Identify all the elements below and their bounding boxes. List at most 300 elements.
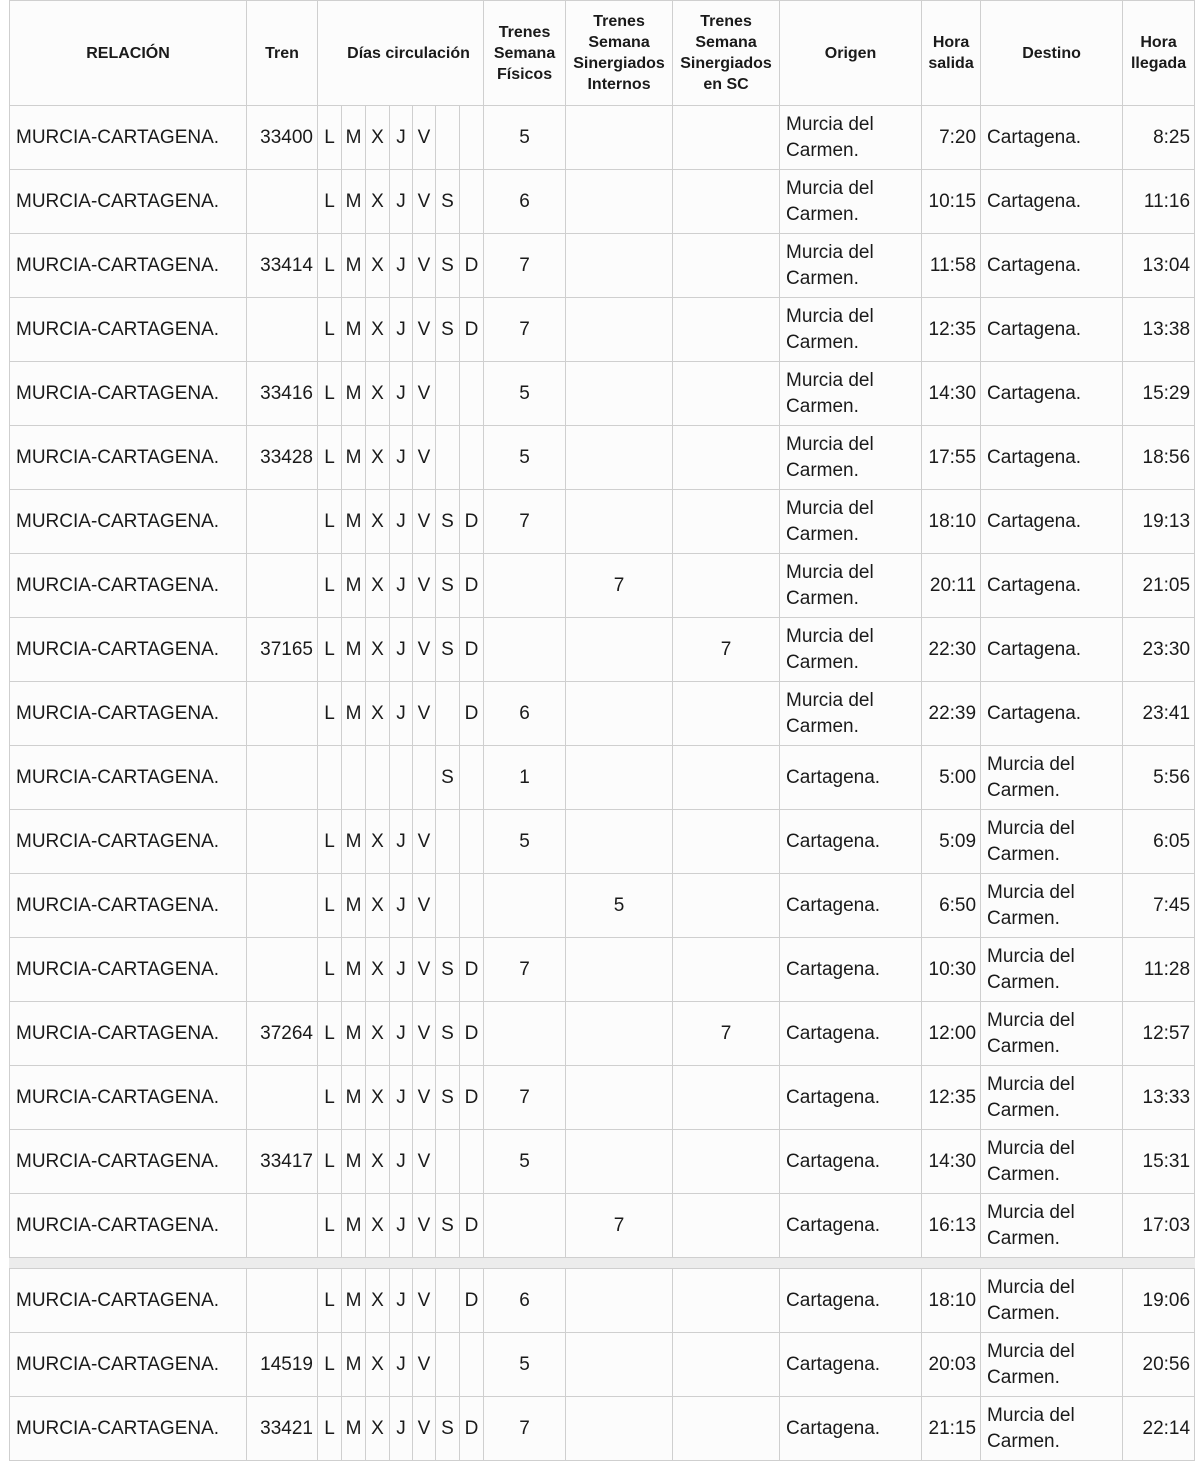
cell-day-j: J — [390, 874, 413, 938]
cell-trenes-internos — [566, 1002, 673, 1066]
cell-day-s — [436, 810, 460, 874]
cell-day-d: D — [460, 298, 484, 362]
cell-trenes-fisicos — [484, 618, 566, 682]
cell-tren — [247, 1269, 318, 1333]
cell-day-s — [436, 1333, 460, 1397]
cell-day-j: J — [390, 362, 413, 426]
cell-hora-llegada: 22:14 — [1123, 1397, 1195, 1461]
cell-relacion: MURCIA-CARTAGENA. — [10, 1130, 247, 1194]
header-hora-salida: Hora salida — [922, 1, 981, 106]
cell-hora-salida: 22:39 — [922, 682, 981, 746]
cell-day-m: M — [342, 874, 366, 938]
cell-trenes-fisicos: 6 — [484, 682, 566, 746]
table-row — [10, 1130, 1195, 1194]
cell-day-s — [436, 1130, 460, 1194]
cell-day-m: M — [342, 362, 366, 426]
header-destino: Destino — [981, 1, 1123, 106]
cell-hora-salida: 20:11 — [922, 554, 981, 618]
cell-day-d — [460, 170, 484, 234]
cell-day-l: L — [318, 1397, 342, 1461]
cell-day-x: X — [366, 426, 390, 490]
cell-day-m: M — [342, 1269, 366, 1333]
cell-day-x — [366, 746, 390, 810]
cell-day-m: M — [342, 106, 366, 170]
cell-hora-salida: 20:03 — [922, 1333, 981, 1397]
table-row — [10, 1397, 1195, 1461]
cell-trenes-sc — [673, 1194, 780, 1258]
cell-origen: Cartagena. — [780, 1066, 922, 1130]
cell-hora-salida: 5:00 — [922, 746, 981, 810]
cell-trenes-sc — [673, 362, 780, 426]
cell-hora-salida: 18:10 — [922, 490, 981, 554]
cell-day-j: J — [390, 938, 413, 1002]
schedule-table — [9, 0, 1195, 1461]
cell-hora-llegada: 20:56 — [1123, 1333, 1195, 1397]
cell-day-s — [436, 106, 460, 170]
cell-hora-llegada: 23:30 — [1123, 618, 1195, 682]
cell-hora-salida: 12:35 — [922, 298, 981, 362]
cell-day-l: L — [318, 1333, 342, 1397]
cell-day-s: S — [436, 746, 460, 810]
cell-day-l: L — [318, 298, 342, 362]
cell-trenes-internos — [566, 490, 673, 554]
cell-day-s — [436, 874, 460, 938]
header-trenes-fisicos: Trenes Semana Físicos — [484, 1, 566, 106]
cell-origen: Murcia del Carmen. — [780, 170, 922, 234]
cell-hora-salida: 12:35 — [922, 1066, 981, 1130]
cell-day-s: S — [436, 554, 460, 618]
cell-day-m: M — [342, 938, 366, 1002]
table-row — [10, 554, 1195, 618]
cell-day-l — [318, 746, 342, 810]
cell-hora-llegada: 19:13 — [1123, 490, 1195, 554]
cell-hora-llegada: 13:38 — [1123, 298, 1195, 362]
cell-hora-salida: 12:00 — [922, 1002, 981, 1066]
cell-day-s: S — [436, 234, 460, 298]
cell-day-d: D — [460, 1002, 484, 1066]
cell-day-d — [460, 810, 484, 874]
cell-trenes-internos — [566, 298, 673, 362]
cell-tren — [247, 1066, 318, 1130]
cell-day-j: J — [390, 682, 413, 746]
cell-day-j: J — [390, 234, 413, 298]
cell-relacion: MURCIA-CARTAGENA. — [10, 1333, 247, 1397]
table-row — [10, 426, 1195, 490]
cell-trenes-sc — [673, 1269, 780, 1333]
cell-trenes-sc — [673, 874, 780, 938]
cell-trenes-fisicos: 5 — [484, 1333, 566, 1397]
cell-tren — [247, 938, 318, 1002]
cell-day-s: S — [436, 1066, 460, 1130]
cell-hora-llegada: 23:41 — [1123, 682, 1195, 746]
cell-origen: Cartagena. — [780, 938, 922, 1002]
cell-day-s: S — [436, 1002, 460, 1066]
cell-relacion: MURCIA-CARTAGENA. — [10, 1002, 247, 1066]
cell-origen: Cartagena. — [780, 1002, 922, 1066]
cell-day-l: L — [318, 682, 342, 746]
cell-hora-llegada: 7:45 — [1123, 874, 1195, 938]
cell-day-x: X — [366, 1066, 390, 1130]
cell-day-x: X — [366, 682, 390, 746]
cell-day-l: L — [318, 810, 342, 874]
cell-relacion: MURCIA-CARTAGENA. — [10, 938, 247, 1002]
cell-day-x: X — [366, 298, 390, 362]
table-row — [10, 682, 1195, 746]
cell-day-m: M — [342, 1397, 366, 1461]
cell-day-d — [460, 746, 484, 810]
cell-destino: Cartagena. — [981, 490, 1123, 554]
cell-destino: Murcia del Carmen. — [981, 1194, 1123, 1258]
cell-relacion: MURCIA-CARTAGENA. — [10, 1066, 247, 1130]
cell-hora-salida: 14:30 — [922, 362, 981, 426]
cell-day-d — [460, 1130, 484, 1194]
cell-day-s: S — [436, 298, 460, 362]
cell-day-d: D — [460, 234, 484, 298]
cell-trenes-internos: 7 — [566, 1194, 673, 1258]
cell-hora-salida: 18:10 — [922, 1269, 981, 1333]
cell-origen: Cartagena. — [780, 810, 922, 874]
cell-origen: Cartagena. — [780, 874, 922, 938]
cell-relacion: MURCIA-CARTAGENA. — [10, 234, 247, 298]
cell-day-m: M — [342, 810, 366, 874]
cell-tren: 33417 — [247, 1130, 318, 1194]
cell-day-d: D — [460, 1066, 484, 1130]
header-origen: Origen — [780, 1, 922, 106]
cell-hora-llegada: 17:03 — [1123, 1194, 1195, 1258]
table-row — [10, 1333, 1195, 1397]
cell-day-s: S — [436, 170, 460, 234]
cell-day-j: J — [390, 1397, 413, 1461]
cell-trenes-fisicos: 5 — [484, 810, 566, 874]
cell-trenes-sc — [673, 938, 780, 1002]
cell-tren: 33416 — [247, 362, 318, 426]
header-row — [10, 1, 1195, 106]
cell-day-s — [436, 682, 460, 746]
cell-day-x: X — [366, 170, 390, 234]
cell-hora-llegada: 21:05 — [1123, 554, 1195, 618]
cell-trenes-sc — [673, 1333, 780, 1397]
cell-destino: Cartagena. — [981, 170, 1123, 234]
cell-trenes-sc — [673, 746, 780, 810]
cell-relacion: MURCIA-CARTAGENA. — [10, 106, 247, 170]
cell-trenes-internos — [566, 810, 673, 874]
cell-origen: Murcia del Carmen. — [780, 362, 922, 426]
cell-hora-salida: 10:30 — [922, 938, 981, 1002]
cell-origen: Murcia del Carmen. — [780, 490, 922, 554]
table-row — [10, 746, 1195, 810]
cell-day-d: D — [460, 682, 484, 746]
cell-relacion: MURCIA-CARTAGENA. — [10, 682, 247, 746]
cell-tren: 37264 — [247, 1002, 318, 1066]
cell-hora-salida: 6:50 — [922, 874, 981, 938]
cell-relacion: MURCIA-CARTAGENA. — [10, 490, 247, 554]
cell-tren: 33428 — [247, 426, 318, 490]
cell-day-v: V — [413, 874, 436, 938]
cell-hora-llegada: 12:57 — [1123, 1002, 1195, 1066]
cell-day-m: M — [342, 1002, 366, 1066]
cell-relacion: MURCIA-CARTAGENA. — [10, 1194, 247, 1258]
cell-trenes-fisicos: 5 — [484, 1130, 566, 1194]
separator-cell — [10, 1258, 1195, 1269]
cell-hora-llegada: 15:29 — [1123, 362, 1195, 426]
cell-origen: Murcia del Carmen. — [780, 298, 922, 362]
cell-day-d — [460, 874, 484, 938]
cell-day-x: X — [366, 554, 390, 618]
cell-relacion: MURCIA-CARTAGENA. — [10, 618, 247, 682]
cell-day-v: V — [413, 1397, 436, 1461]
cell-relacion: MURCIA-CARTAGENA. — [10, 426, 247, 490]
table-row — [10, 618, 1195, 682]
cell-relacion: MURCIA-CARTAGENA. — [10, 362, 247, 426]
cell-destino: Murcia del Carmen. — [981, 1397, 1123, 1461]
cell-relacion: MURCIA-CARTAGENA. — [10, 1397, 247, 1461]
cell-day-s: S — [436, 618, 460, 682]
cell-trenes-internos — [566, 618, 673, 682]
cell-day-l: L — [318, 938, 342, 1002]
cell-day-d: D — [460, 938, 484, 1002]
cell-day-d — [460, 362, 484, 426]
cell-day-v: V — [413, 298, 436, 362]
cell-day-l: L — [318, 1194, 342, 1258]
cell-day-j: J — [390, 1269, 413, 1333]
table-body-bottom — [10, 1269, 1195, 1461]
cell-trenes-internos — [566, 106, 673, 170]
cell-day-s: S — [436, 490, 460, 554]
header-trenes-sc: Trenes Semana Sinergiados en SC — [673, 1, 780, 106]
table-row — [10, 1066, 1195, 1130]
cell-day-j: J — [390, 298, 413, 362]
cell-day-d: D — [460, 1397, 484, 1461]
header-tren: Tren — [247, 1, 318, 106]
cell-relacion: MURCIA-CARTAGENA. — [10, 810, 247, 874]
cell-origen: Murcia del Carmen. — [780, 618, 922, 682]
cell-day-j: J — [390, 618, 413, 682]
cell-trenes-fisicos: 6 — [484, 1269, 566, 1333]
cell-day-v: V — [413, 1002, 436, 1066]
cell-day-m: M — [342, 1066, 366, 1130]
cell-day-x: X — [366, 618, 390, 682]
cell-trenes-internos — [566, 746, 673, 810]
cell-hora-salida: 11:58 — [922, 234, 981, 298]
cell-tren — [247, 810, 318, 874]
cell-relacion: MURCIA-CARTAGENA. — [10, 298, 247, 362]
cell-day-x: X — [366, 490, 390, 554]
cell-day-m — [342, 746, 366, 810]
table-body-top — [10, 106, 1195, 1258]
cell-day-j: J — [390, 1066, 413, 1130]
cell-destino: Cartagena. — [981, 298, 1123, 362]
cell-day-s — [436, 362, 460, 426]
cell-day-x: X — [366, 1269, 390, 1333]
cell-origen: Cartagena. — [780, 1269, 922, 1333]
cell-tren — [247, 874, 318, 938]
cell-trenes-fisicos — [484, 874, 566, 938]
table-separator — [10, 1258, 1195, 1269]
cell-day-j — [390, 746, 413, 810]
cell-tren — [247, 554, 318, 618]
cell-trenes-fisicos: 1 — [484, 746, 566, 810]
cell-day-v: V — [413, 682, 436, 746]
table-row — [10, 938, 1195, 1002]
cell-day-l: L — [318, 1269, 342, 1333]
header-relacion: RELACIÓN — [10, 1, 247, 106]
cell-day-s — [436, 426, 460, 490]
cell-origen: Cartagena. — [780, 1333, 922, 1397]
cell-trenes-fisicos: 7 — [484, 490, 566, 554]
cell-hora-salida: 21:15 — [922, 1397, 981, 1461]
cell-day-v — [413, 746, 436, 810]
cell-destino: Murcia del Carmen. — [981, 1269, 1123, 1333]
cell-day-d: D — [460, 1194, 484, 1258]
cell-day-m: M — [342, 1194, 366, 1258]
cell-trenes-internos — [566, 1397, 673, 1461]
cell-trenes-internos: 7 — [566, 554, 673, 618]
cell-day-j: J — [390, 1194, 413, 1258]
cell-day-m: M — [342, 170, 366, 234]
cell-trenes-internos — [566, 1066, 673, 1130]
cell-day-j: J — [390, 554, 413, 618]
cell-origen: Murcia del Carmen. — [780, 106, 922, 170]
cell-day-v: V — [413, 1194, 436, 1258]
cell-day-x: X — [366, 1130, 390, 1194]
cell-destino: Cartagena. — [981, 618, 1123, 682]
cell-day-l: L — [318, 170, 342, 234]
cell-day-l: L — [318, 1066, 342, 1130]
cell-trenes-sc — [673, 1397, 780, 1461]
cell-origen: Cartagena. — [780, 1194, 922, 1258]
cell-destino: Murcia del Carmen. — [981, 810, 1123, 874]
cell-day-v: V — [413, 810, 436, 874]
cell-day-x: X — [366, 810, 390, 874]
table-row — [10, 234, 1195, 298]
cell-relacion: MURCIA-CARTAGENA. — [10, 1269, 247, 1333]
cell-hora-llegada: 13:33 — [1123, 1066, 1195, 1130]
cell-trenes-sc — [673, 490, 780, 554]
cell-day-l: L — [318, 426, 342, 490]
cell-trenes-fisicos: 5 — [484, 362, 566, 426]
cell-hora-llegada: 6:05 — [1123, 810, 1195, 874]
cell-day-s — [436, 1269, 460, 1333]
cell-relacion: MURCIA-CARTAGENA. — [10, 746, 247, 810]
cell-tren: 37165 — [247, 618, 318, 682]
cell-day-v: V — [413, 1269, 436, 1333]
cell-trenes-sc: 7 — [673, 1002, 780, 1066]
cell-trenes-sc: 7 — [673, 618, 780, 682]
cell-tren: 33421 — [247, 1397, 318, 1461]
cell-tren — [247, 682, 318, 746]
cell-trenes-sc — [673, 234, 780, 298]
cell-day-v: V — [413, 618, 436, 682]
cell-day-x: X — [366, 1333, 390, 1397]
header-dias-circulacion: Días circulación — [318, 1, 484, 106]
cell-destino: Murcia del Carmen. — [981, 1333, 1123, 1397]
cell-day-s: S — [436, 938, 460, 1002]
cell-destino: Murcia del Carmen. — [981, 938, 1123, 1002]
cell-day-v: V — [413, 426, 436, 490]
cell-destino: Murcia del Carmen. — [981, 1066, 1123, 1130]
cell-day-j: J — [390, 1002, 413, 1066]
cell-trenes-internos: 5 — [566, 874, 673, 938]
cell-origen: Cartagena. — [780, 1130, 922, 1194]
cell-day-v: V — [413, 1130, 436, 1194]
cell-trenes-internos — [566, 682, 673, 746]
cell-destino: Cartagena. — [981, 682, 1123, 746]
table-row — [10, 170, 1195, 234]
cell-origen: Cartagena. — [780, 1397, 922, 1461]
cell-trenes-fisicos: 7 — [484, 1066, 566, 1130]
cell-trenes-sc — [673, 1066, 780, 1130]
table-row — [10, 490, 1195, 554]
cell-hora-llegada: 13:04 — [1123, 234, 1195, 298]
cell-trenes-sc — [673, 554, 780, 618]
cell-trenes-internos — [566, 938, 673, 1002]
schedule-table-container — [9, 0, 1194, 1461]
cell-hora-llegada: 11:16 — [1123, 170, 1195, 234]
cell-tren — [247, 170, 318, 234]
cell-hora-salida: 5:09 — [922, 810, 981, 874]
cell-trenes-fisicos: 7 — [484, 298, 566, 362]
cell-destino: Cartagena. — [981, 362, 1123, 426]
cell-trenes-internos — [566, 1130, 673, 1194]
header-trenes-internos: Trenes Semana Sinergiados Internos — [566, 1, 673, 106]
cell-hora-llegada: 19:06 — [1123, 1269, 1195, 1333]
table-row — [10, 298, 1195, 362]
cell-day-d: D — [460, 1269, 484, 1333]
cell-trenes-fisicos: 7 — [484, 234, 566, 298]
cell-trenes-internos — [566, 426, 673, 490]
cell-day-m: M — [342, 298, 366, 362]
cell-hora-llegada: 18:56 — [1123, 426, 1195, 490]
cell-destino: Cartagena. — [981, 554, 1123, 618]
cell-day-v: V — [413, 170, 436, 234]
cell-day-d: D — [460, 554, 484, 618]
cell-day-x: X — [366, 362, 390, 426]
cell-day-j: J — [390, 490, 413, 554]
cell-trenes-fisicos: 7 — [484, 938, 566, 1002]
table-row — [10, 1194, 1195, 1258]
table-row — [10, 1269, 1195, 1333]
cell-destino: Murcia del Carmen. — [981, 874, 1123, 938]
cell-origen: Murcia del Carmen. — [780, 682, 922, 746]
cell-day-v: V — [413, 362, 436, 426]
cell-origen: Murcia del Carmen. — [780, 234, 922, 298]
cell-destino: Cartagena. — [981, 426, 1123, 490]
table-row — [10, 106, 1195, 170]
cell-day-x: X — [366, 938, 390, 1002]
cell-hora-salida: 16:13 — [922, 1194, 981, 1258]
cell-tren — [247, 1194, 318, 1258]
cell-day-v: V — [413, 554, 436, 618]
cell-day-x: X — [366, 234, 390, 298]
cell-trenes-sc — [673, 170, 780, 234]
table-row — [10, 1002, 1195, 1066]
cell-day-v: V — [413, 938, 436, 1002]
cell-day-d — [460, 106, 484, 170]
cell-day-d — [460, 426, 484, 490]
cell-trenes-sc — [673, 298, 780, 362]
cell-trenes-internos — [566, 1269, 673, 1333]
cell-day-j: J — [390, 1130, 413, 1194]
cell-day-m: M — [342, 426, 366, 490]
cell-day-m: M — [342, 1130, 366, 1194]
cell-origen: Cartagena. — [780, 746, 922, 810]
cell-trenes-sc — [673, 426, 780, 490]
cell-trenes-sc — [673, 1130, 780, 1194]
cell-destino: Murcia del Carmen. — [981, 746, 1123, 810]
cell-hora-salida: 14:30 — [922, 1130, 981, 1194]
cell-day-j: J — [390, 1333, 413, 1397]
cell-origen: Murcia del Carmen. — [780, 554, 922, 618]
